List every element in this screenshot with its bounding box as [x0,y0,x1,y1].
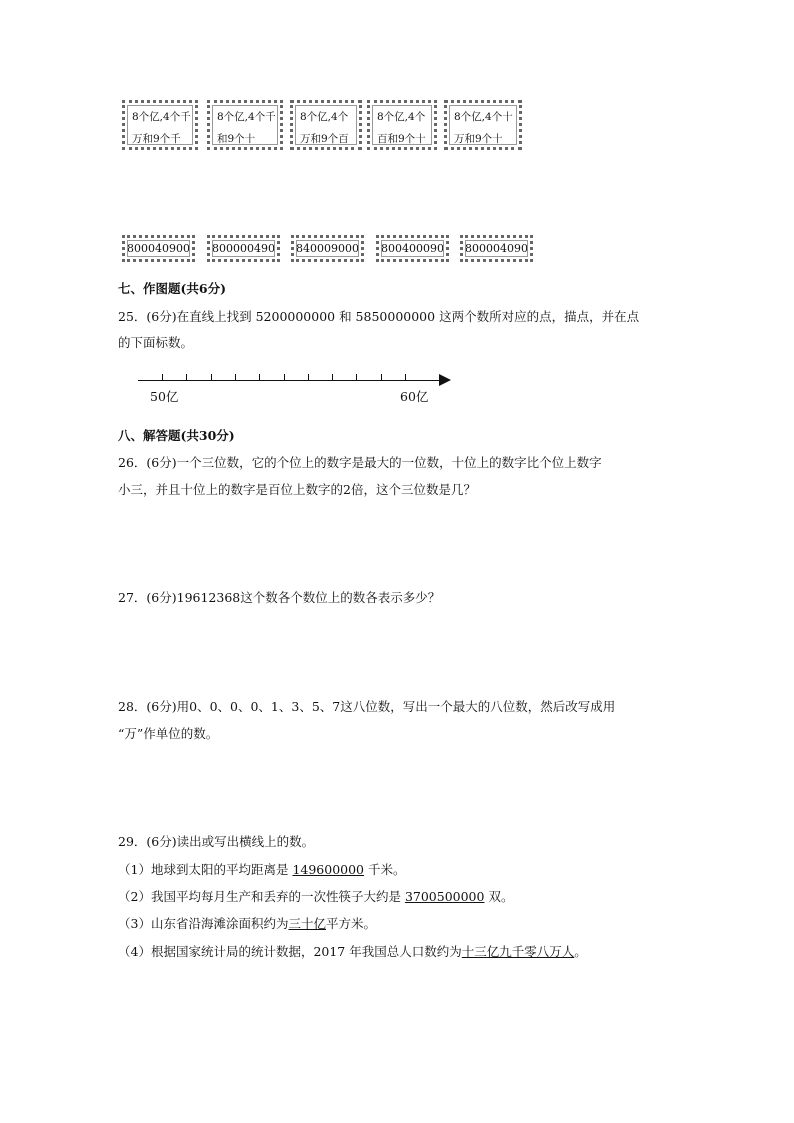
question-29-item1: （1）地球到太阳的平均距离是 149600000 千米。 [118,862,406,877]
tick-mark [186,374,187,381]
tick-mark [162,374,163,381]
tick-mark [235,374,236,381]
word-card [290,100,362,150]
question-29-item4: （4）根据国家统计局的统计数据，2017 年我国总人口数约为十三亿九千零八万人。 [118,944,587,959]
tick-mark [332,374,333,381]
word-card-line1: 8个亿,4个 [377,111,426,123]
tick-mark [308,374,309,381]
question-28-line1: 28．(6分)用0、0、0、0、1、3、5、7这八位数，写出一个最大的八位数，然后改写成用 [118,699,616,714]
question-29-title: 29．(6分)读出或写出横线上的数。 [118,834,315,849]
word-card [444,100,522,150]
tick-mark [259,374,260,381]
word-card-line2: 万和9个千 [132,133,181,145]
number-line [138,380,441,381]
question-29-item2: （2）我国平均每月生产和丢弃的一次性筷子大约是 3700500000 双。 [118,889,514,904]
word-card-line1: 8个亿,4个千 [132,111,191,123]
word-card [207,100,283,150]
tick-mark [211,374,212,381]
word-card-line1: 8个亿,4个千 [217,111,276,123]
word-card-line2: 和9个十 [217,133,256,145]
question-28-line2: “万”作单位的数。 [118,726,219,741]
number-card: 800040900 [122,235,195,262]
section-title: 七、作图题(共6分) [118,281,227,296]
tick-mark [381,374,382,381]
word-card-line1: 8个亿,4个 [300,111,349,123]
question-25-line2: 的下面标数。 [118,335,194,350]
number-card: 840009000 [291,235,364,262]
question-25-line1: 25．(6分)在直线上找到 5200000000 和 5850000000 这两个数所对应的点，描点，并在点 [118,309,640,324]
axis-label-left: 50亿 [150,389,179,404]
question-26-line1: 26．(6分)一个三位数，它的个位上的数字是最大的一位数，十位上的数字比个位上数字 [118,455,602,470]
word-card-line2: 万和9个百 [300,133,349,145]
word-card-line2: 百和9个十 [377,133,426,145]
question-26-line2: 小三，并且十位上的数字是百位上数字的2倍，这个三位数是几？ [118,482,476,497]
tick-mark [405,374,406,381]
word-card [367,100,437,150]
word-card-line2: 万和9个十 [454,133,503,145]
tick-mark [356,374,357,381]
word-card-line1: 8个亿,4个十 [454,111,513,123]
tick-mark [284,374,285,381]
question-27: 27．(6分)19612368这个数各个数位上的数各表示多少？ [118,590,441,605]
number-card: 800400090 [376,235,449,262]
question-29-item3: （3）山东省沿海滩涂面积约为三十亿平方米。 [118,916,376,931]
section-title: 八、解答题(共30分) [118,428,235,443]
axis-label-right: 60亿 [400,389,429,404]
word-card [122,100,198,150]
number-card: 800000490 [207,235,280,262]
number-card: 800004090 [460,235,533,262]
arrow-head-icon [439,374,451,386]
